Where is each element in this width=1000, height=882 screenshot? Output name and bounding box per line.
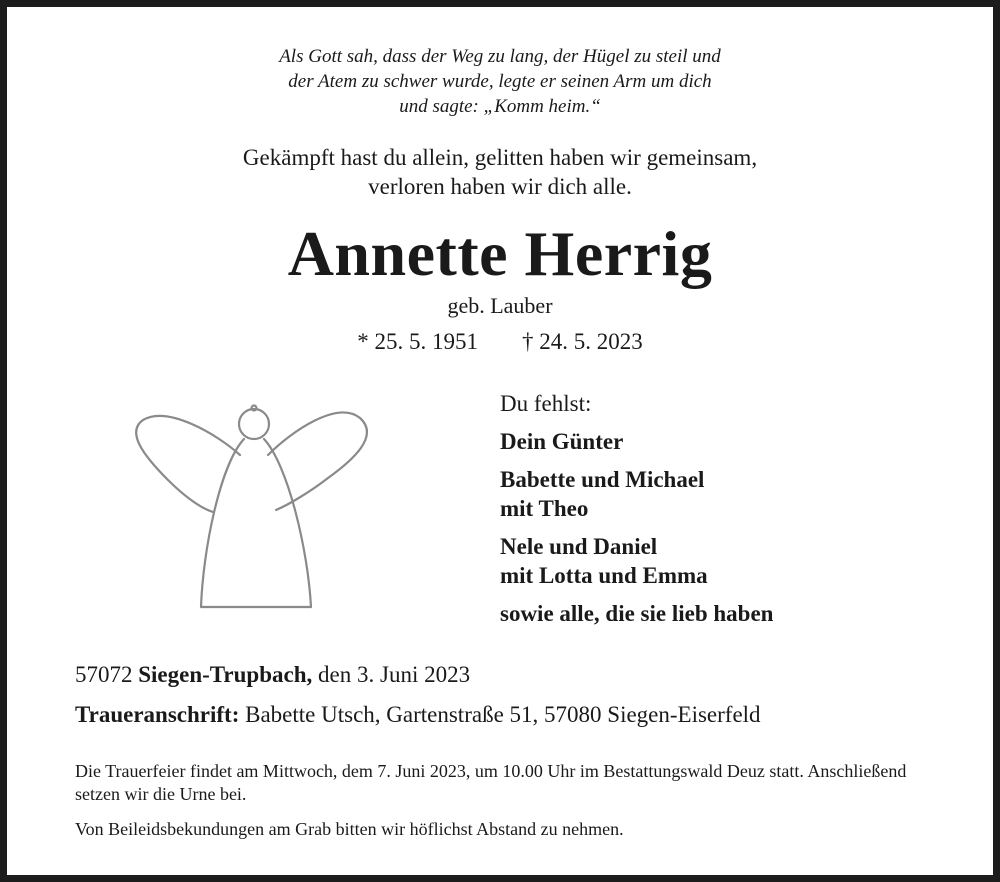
address-label: Traueranschrift: (75, 702, 240, 727)
birth-name: geb. Lauber (447, 293, 553, 318)
place-date (75, 660, 470, 690)
condolence-notice: Von Beileidsbekundungen am Grab bitten wir höflichst Abstand zu nehmen. (75, 819, 624, 839)
mourner-line: mit Lotta und Emma (500, 563, 708, 588)
intro-line: Gekämpft hast du allein, gelitten haben wir gemeinsam, (242, 145, 758, 170)
town: Siegen-Trupbach, (138, 662, 313, 687)
mourner-line: Nele und Daniel (500, 534, 658, 559)
mourner-group (500, 427, 773, 456)
birth-date: * 25. 5. 1951 (357, 329, 478, 354)
poem-line: und sagte: „Komm heim.“ (399, 96, 601, 117)
intro-text (0, 143, 1000, 201)
mourner-line: mit Theo (500, 496, 589, 521)
funeral-notice: Die Trauerfeier findet am Mittwoch, dem 7. Juni 2023, um 10.00 Uhr im Bestattungswald Deuz statt. Anschließend setzen wir die Urne bei. (75, 761, 907, 804)
mourning-address (75, 700, 761, 730)
mourners-list (500, 389, 773, 637)
postcode: 57072 (75, 662, 133, 687)
poem (0, 44, 1000, 119)
life-dates (0, 327, 1000, 357)
mourner-group (500, 532, 773, 590)
mourner-line: sowie alle, die sie lieb haben (500, 601, 774, 626)
right-wing-icon (268, 413, 367, 510)
mourner-group (500, 465, 773, 523)
mourner-group (500, 599, 773, 628)
death-date: † 24. 5. 2023 (522, 329, 643, 354)
angel-illustration (128, 400, 378, 615)
mourner-line: Babette und Michael (500, 467, 705, 492)
intro-line: verloren haben wir dich alle. (368, 174, 632, 199)
body-icon (201, 439, 311, 607)
date: den 3. Juni 2023 (318, 662, 471, 687)
head-icon (239, 409, 269, 439)
deceased-name: Annette Herrig (287, 218, 713, 289)
poem-line: der Atem zu schwer wurde, legte er seinen Arm um dich (288, 71, 712, 92)
left-wing-icon (136, 416, 240, 512)
mourners-intro: Du fehlst: (500, 391, 592, 416)
mourner-line: Dein Günter (500, 429, 624, 454)
poem-line: Als Gott sah, dass der Weg zu lang, der Hügel zu steil und (279, 46, 721, 67)
address-value: Babette Utsch, Gartenstraße 51, 57080 Siegen-Eiserfeld (245, 702, 761, 727)
